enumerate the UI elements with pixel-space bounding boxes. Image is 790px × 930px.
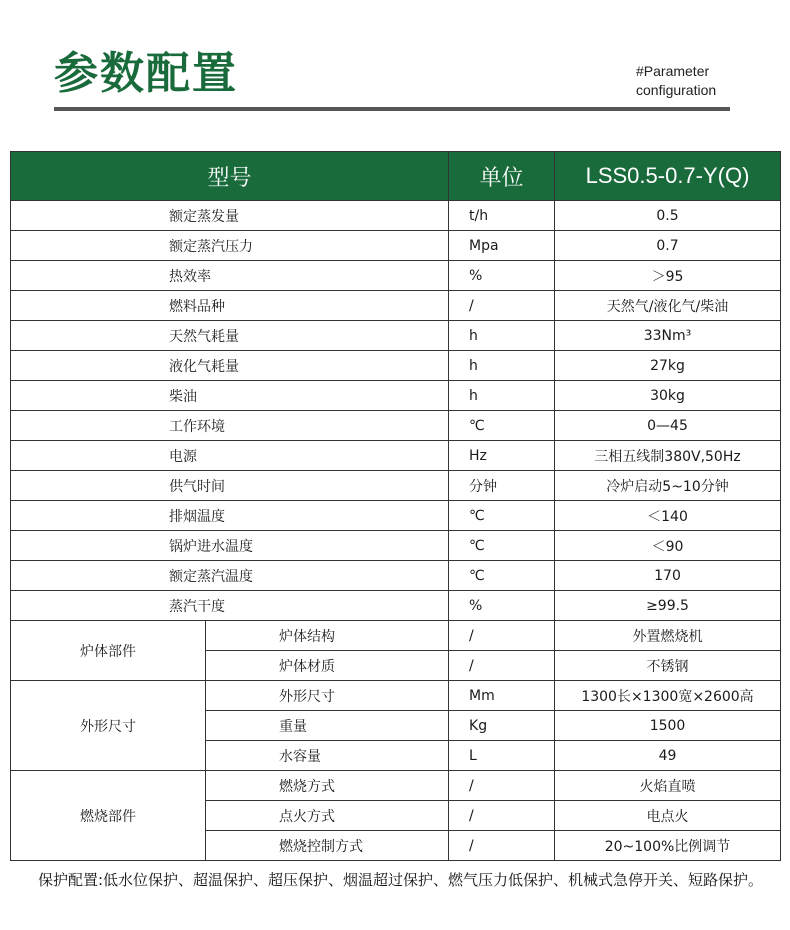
subtitle-line-2: configuration (636, 82, 717, 98)
param-unit: / (449, 651, 555, 681)
table-row (11, 771, 781, 801)
subtitle-line-1: #Parameter (636, 63, 710, 79)
param-unit: Kg (449, 711, 555, 741)
param-unit: Hz (449, 441, 555, 471)
param-name: 锅炉进水温度 (11, 531, 449, 561)
param-value: 0.5 (555, 201, 781, 231)
table-header-row (11, 152, 781, 201)
param-value: 外置燃烧机 (555, 621, 781, 651)
param-name: 点火方式 (206, 801, 449, 831)
param-name: 炉体材质 (206, 651, 449, 681)
param-value: 火焰直喷 (555, 771, 781, 801)
param-unit: % (449, 591, 555, 621)
table-row (11, 591, 781, 621)
table-row (11, 321, 781, 351)
param-value: 三相五线制380V,50Hz (555, 441, 781, 471)
param-unit: % (449, 261, 555, 291)
param-value: 30kg (555, 381, 781, 411)
param-name: 液化气耗量 (11, 351, 449, 381)
param-value: 不锈钢 (555, 651, 781, 681)
table-row (11, 381, 781, 411)
param-value: 33Nm³ (555, 321, 781, 351)
table-row (11, 231, 781, 261)
table-row (11, 681, 781, 711)
param-name: 炉体结构 (206, 621, 449, 651)
header-model-value: LSS0.5-0.7-Y(Q) (555, 152, 781, 201)
param-value: ＜90 (555, 531, 781, 561)
param-name: 工作环境 (11, 411, 449, 441)
param-unit: Mpa (449, 231, 555, 261)
param-unit: h (449, 381, 555, 411)
table-row (11, 471, 781, 501)
param-name: 额定蒸汽压力 (11, 231, 449, 261)
param-unit: ℃ (449, 411, 555, 441)
param-unit: / (449, 621, 555, 651)
table-row (11, 411, 781, 441)
page-title: 参数配置 (54, 48, 238, 99)
param-unit: / (449, 771, 555, 801)
table-row (11, 531, 781, 561)
title-divider (54, 107, 730, 111)
param-name: 燃烧控制方式 (206, 831, 449, 861)
table-row (11, 501, 781, 531)
param-value: 天然气/液化气/柴油 (555, 291, 781, 321)
group-label: 燃烧部件 (11, 771, 206, 861)
param-unit: ℃ (449, 561, 555, 591)
param-unit: 分钟 (449, 471, 555, 501)
param-unit: ℃ (449, 501, 555, 531)
table-row (11, 261, 781, 291)
param-name: 蒸汽干度 (11, 591, 449, 621)
param-unit: Mm (449, 681, 555, 711)
param-name: 外形尺寸 (206, 681, 449, 711)
param-name: 热效率 (11, 261, 449, 291)
param-name: 燃烧方式 (206, 771, 449, 801)
param-value: 27kg (555, 351, 781, 381)
param-name: 燃料品种 (11, 291, 449, 321)
param-value: 1500 (555, 711, 781, 741)
table-row (11, 291, 781, 321)
param-name: 额定蒸发量 (11, 201, 449, 231)
group-label: 外形尺寸 (11, 681, 206, 771)
param-value: 1300长×1300宽×2600高 (555, 681, 781, 711)
param-unit: / (449, 291, 555, 321)
header-model: 型号 (11, 152, 449, 201)
param-value: 170 (555, 561, 781, 591)
param-name: 供气时间 (11, 471, 449, 501)
param-name: 额定蒸汽温度 (11, 561, 449, 591)
param-unit: t/h (449, 201, 555, 231)
page-subtitle (636, 62, 716, 100)
param-unit: / (449, 831, 555, 861)
param-name: 柴油 (11, 381, 449, 411)
param-value: 冷炉启动5~10分钟 (555, 471, 781, 501)
param-value: 0—45 (555, 411, 781, 441)
param-name: 电源 (11, 441, 449, 471)
param-value: ＜140 (555, 501, 781, 531)
param-unit: h (449, 321, 555, 351)
table-row (11, 351, 781, 381)
group-label: 炉体部件 (11, 621, 206, 681)
param-name: 水容量 (206, 741, 449, 771)
table-row (11, 441, 781, 471)
param-value: 49 (555, 741, 781, 771)
table-row (11, 621, 781, 651)
param-name: 天然气耗量 (11, 321, 449, 351)
protection-note: 保护配置:低水位保护、超温保护、超压保护、烟温超过保护、燃气压力低保护、机械式急停开关、短路保护。 (38, 871, 764, 889)
param-unit: ℃ (449, 531, 555, 561)
param-unit: / (449, 801, 555, 831)
param-name: 排烟温度 (11, 501, 449, 531)
param-value: ＞95 (555, 261, 781, 291)
parameter-table (10, 151, 781, 861)
param-unit: L (449, 741, 555, 771)
param-name: 重量 (206, 711, 449, 741)
param-value: ≥99.5 (555, 591, 781, 621)
table-row (11, 201, 781, 231)
param-value: 20~100%比例调节 (555, 831, 781, 861)
table-row (11, 561, 781, 591)
header-unit: 单位 (449, 152, 555, 201)
param-value: 0.7 (555, 231, 781, 261)
param-value: 电点火 (555, 801, 781, 831)
param-unit: h (449, 351, 555, 381)
